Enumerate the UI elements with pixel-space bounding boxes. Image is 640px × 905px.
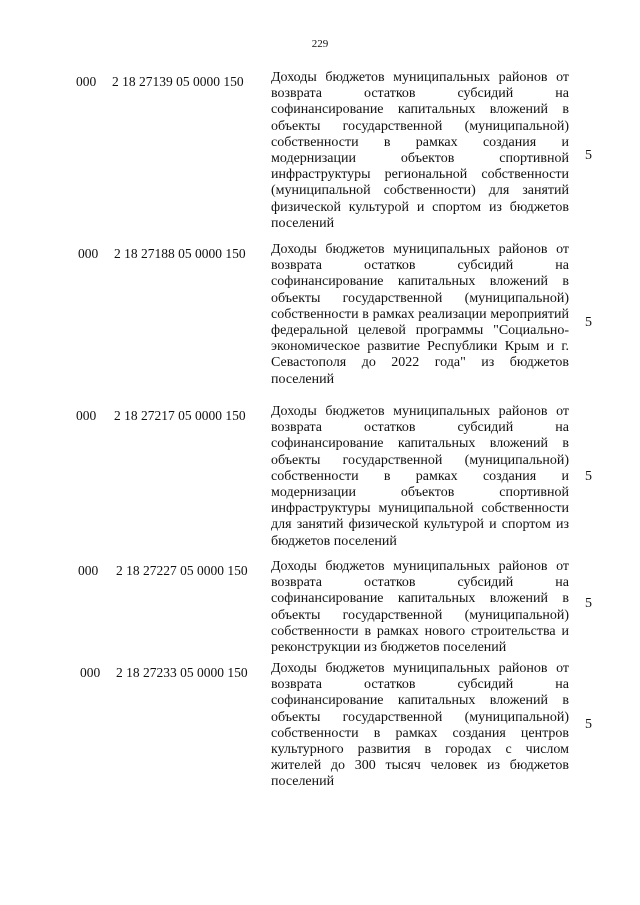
revenue-codes-table — [0, 70, 640, 801]
table-row — [0, 661, 640, 801]
table-row — [0, 559, 640, 661]
row-value: 5 — [585, 596, 592, 611]
admin-code: 000 — [78, 563, 99, 578]
revenue-description: Доходы бюджетов муниципальных районов от возврата остатков субсидий на софинансирование капитальных вложений в объекты государственной (муниципальной) собственности в рамках создания центров культурного развития в городах с числом жителей до 300 тысяч человек из бюджетов поселений — [271, 661, 569, 790]
admin-code: 000 — [76, 408, 97, 423]
row-value: 5 — [585, 315, 592, 330]
admin-code: 000 — [76, 74, 97, 89]
revenue-description: Доходы бюджетов муниципальных районов от возврата остатков субсидий на софинансирование капитальных вложений в объекты государственной (муниципальной) собственности в рамках создания и модернизации объектов спортивной инфраструктуры региональной собственности (муниципальной собственности) для занятий физической культурой и спортом из бюджетов поселений — [271, 70, 569, 231]
admin-code: 000 — [78, 246, 99, 261]
revenue-description: Доходы бюджетов муниципальных районов от возврата остатков субсидий на софинансирование капитальных вложений в объекты государственной (муниципальной) собственности в рамках нового строительства и реконструкции из бюджетов поселений — [271, 559, 569, 656]
budget-classification-code: 2 18 27233 05 0000 150 — [116, 665, 248, 680]
row-value: 5 — [585, 469, 592, 484]
row-value: 5 — [585, 148, 592, 163]
table-row — [0, 404, 640, 559]
table-row — [0, 242, 640, 404]
budget-classification-code: 2 18 27139 05 0000 150 — [112, 74, 244, 89]
revenue-description: Доходы бюджетов муниципальных районов от возврата остатков субсидий на софинансирование капитальных вложений в объекты государственной (муниципальной) собственности в рамках создания и модернизации объектов спортивной инфраструктуры муниципальной собственности для занятий физической культурой и спортом из бюджетов поселений — [271, 404, 569, 549]
table-row — [0, 70, 640, 242]
budget-classification-code: 2 18 27217 05 0000 150 — [114, 408, 246, 423]
budget-classification-code: 2 18 27188 05 0000 150 — [114, 246, 246, 261]
revenue-description: Доходы бюджетов муниципальных районов от возврата остатков субсидий на софинансирование капитальных вложений в объекты государственной (муниципальной) собственности в рамках реализации мероприятий федеральной целевой программы "Социально-экономическое развитие Республики Крым и г. Севастополя до 2022 года" из бюджетов поселений — [271, 242, 569, 387]
row-value: 5 — [585, 717, 592, 732]
admin-code: 000 — [80, 665, 101, 680]
budget-classification-code: 2 18 27227 05 0000 150 — [116, 563, 248, 578]
page-number: 229 — [311, 38, 329, 50]
